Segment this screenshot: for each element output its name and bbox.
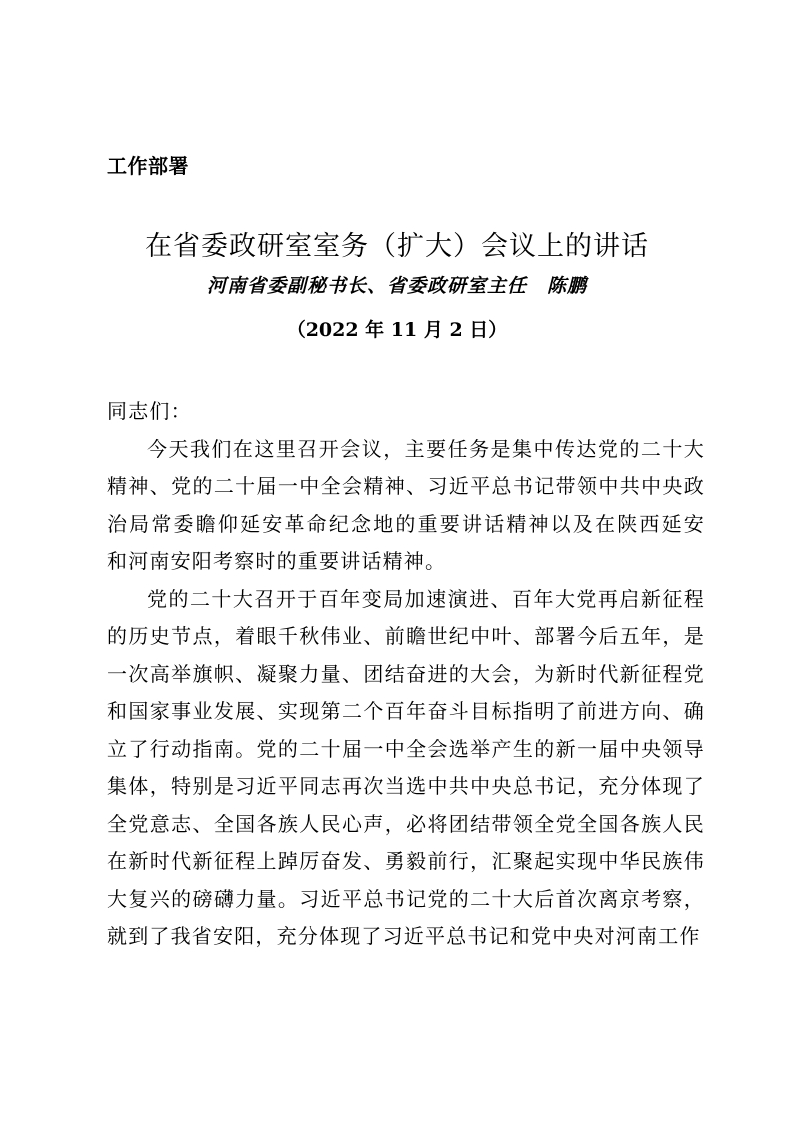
speech-title: 在省委政研室室务（扩大）会议上的讲话 [145, 231, 649, 262]
speech-body [107, 393, 705, 956]
speech-date: （2022 年 11 月 2 日） [286, 319, 508, 341]
body-paragraph: 党的二十大召开于百年变局加速演进、百年大党再启新征程的历史节点，着眼千秋伟业、前瞻世纪中叶、部署今后五年，是一次高举旗帜、凝聚力量、团结奋进的大会，为新时代新征程党和国家事业发展、实现第二个百年奋斗目标指明了前进方向、确立了行动指南。党的二十届一中全会选举产生的新一届中央领导集体，特别是习近平同志再次当选中共中央总书记，充分体现了全党意志、全国各族人民心声，必将团结带领全党全国各族人民在新时代新征程上踔厉奋发、勇毅前行，汇聚起实现中华民族伟大复兴的磅礴力量。习近平总书记党的二十大后首次离京考察， 就到了我省安阳，充分体现了习近平总书记和党中央对河南工作 [107, 586, 705, 948]
salutation: 同志们： [107, 399, 192, 423]
section-label: 工作部署 [107, 154, 189, 178]
body-paragraph: 今天我们在这里召开会议，主要任务是集中传达党的二十大精神、党的二十届一中全会精神、习近平总书记带领中共中央政治局常委瞻仰延安革命纪念地的重要讲话精神以及在陕西延安 和河南安阳考察时的重要讲话精神。 [107, 436, 705, 573]
speaker-byline: 河南省委副秘书长、省委政研室主任 陈鹏 [206, 275, 587, 297]
